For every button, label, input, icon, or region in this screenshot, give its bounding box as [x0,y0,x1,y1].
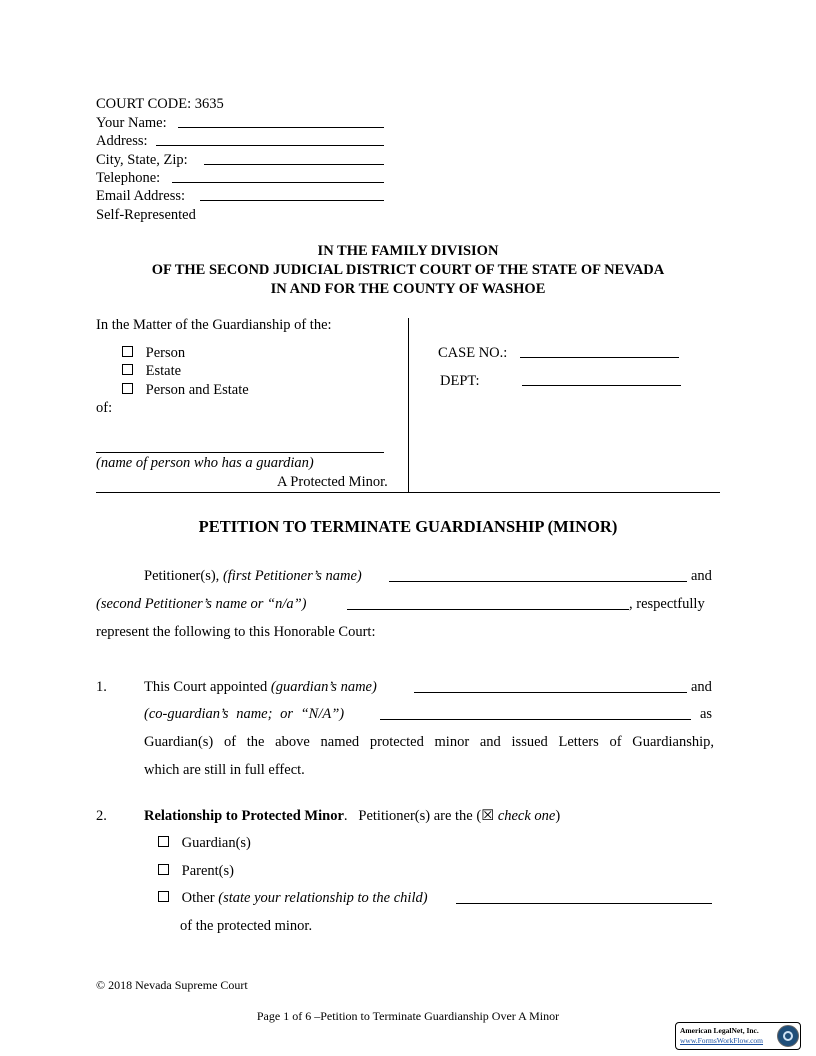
item-1-and: and [691,679,712,695]
estate-label: Estate [145,363,182,379]
email-field[interactable] [200,188,384,201]
logo-line-2: www.FormsWorkFlow.com [680,1036,764,1045]
option-estate[interactable] [122,363,181,380]
coguardian-hint: (co-guardian’s name; or “N/A”) [144,706,345,722]
first-petitioner-hint: (first Petitioner’s name) [222,568,362,584]
american-legalnet-logo [675,1022,801,1050]
person-estate-checkbox[interactable] [122,383,133,394]
address-field[interactable] [156,133,384,146]
item-1-line-3: Guardian(s) of the above named protected minor and issued Letters of Guardianship, [144,734,714,750]
document-title: PETITION TO TERMINATE GUARDIANSHIP (MINOR) [198,517,618,536]
protected-minor-name-field[interactable] [96,441,384,453]
other-checkbox[interactable] [158,891,169,902]
relationship-text: . Petitioner(s) are the ( [343,808,482,824]
second-petitioner-hint: (second Petitioner’s name or “n/a”) [96,596,307,612]
check-close: ) [555,808,561,824]
item-2-number: 2. [96,808,107,824]
dept-label: DEPT: [440,373,480,389]
of-label: of: [96,400,113,416]
item-1-as: as [700,706,713,722]
item-1-line-1 [144,679,377,696]
check-glyph: ☒ [481,808,495,824]
first-petitioner-field[interactable] [389,568,687,582]
caption-divider-horizontal [96,492,720,493]
option-person[interactable] [122,345,185,362]
your-name-row [96,115,167,132]
page-footer: Page 1 of 6 –Petition to Terminate Guardianship Over A Minor [256,1009,560,1023]
estate-checkbox[interactable] [122,364,133,375]
matter-label: In the Matter of the Guardianship of the: [96,317,332,333]
caption-divider-vertical [408,318,409,492]
item-1-number: 1. [96,679,107,695]
copyright: © 2018 Nevada Supreme Court [96,978,248,992]
person-checkbox[interactable] [122,346,133,357]
telephone-row [96,170,160,187]
your-name-label: Your Name: [96,115,167,131]
logo-line-1: American LegalNet, Inc. [680,1026,759,1035]
option-guardians[interactable] [158,835,251,852]
second-petitioner-field[interactable] [347,596,629,610]
intro-line-1 [144,568,362,585]
coguardian-name-field[interactable] [380,706,691,720]
of-protected-minor: of the protected minor. [180,918,313,934]
self-represented: Self-Represented [96,207,196,223]
option-parents[interactable] [158,863,234,880]
guardian-name-hint: (guardian’s name) [270,679,377,695]
name-hint: (name of person who has a guardian) [96,455,314,471]
dept-field[interactable] [522,373,681,386]
option-other[interactable] [158,890,428,907]
telephone-label: Telephone: [96,170,161,186]
city-field[interactable] [204,152,384,165]
address-row [96,133,148,150]
court-code: COURT CODE: 3635 [96,96,224,112]
relationship-heading: Relationship to Protected Minor [144,808,344,824]
city-label: City, State, Zip: [96,152,188,168]
protected-minor-label: A Protected Minor. [277,474,388,490]
respectfully-text: , respectfully [629,596,705,612]
item-1-line-4: which are still in full effect. [144,762,305,778]
other-hint: (state your relationship to the child) [218,890,428,906]
court-line-3: IN AND FOR THE COUNTY OF WASHOE [270,281,546,297]
case-no-label: CASE NO.: [438,345,508,361]
dept-row [440,373,480,390]
city-row [96,152,188,169]
other-relationship-field[interactable] [456,890,712,904]
address-label: Address: [96,133,148,149]
telephone-field[interactable] [172,170,384,183]
guardians-label: Guardian(s) [181,835,251,851]
email-label: Email Address: [96,188,186,204]
case-no-field[interactable] [520,345,679,358]
court-line-1: IN THE FAMILY DIVISION [317,243,499,259]
person-label: Person [145,345,186,361]
case-no-row [438,345,507,362]
court-appointed-text: This Court appointed [144,679,268,695]
guardians-checkbox[interactable] [158,836,169,847]
option-person-estate[interactable] [122,382,249,399]
intro-and-1: and [691,568,712,584]
globe-icon [777,1025,799,1047]
other-label: Other [181,890,215,906]
represent-text: represent the following to this Honorable Court: [96,624,376,640]
check-one-hint: check one [494,808,556,824]
email-row [96,188,185,205]
item-2-line-1 [144,808,560,825]
parents-checkbox[interactable] [158,864,169,875]
court-line-2: OF THE SECOND JUDICIAL DISTRICT COURT OF THE STATE OF NEVADA [151,262,665,278]
petitioner-label: Petitioner(s), [144,568,220,584]
your-name-field[interactable] [178,115,384,128]
guardian-name-field[interactable] [414,679,687,693]
person-estate-label: Person and Estate [145,382,249,398]
parents-label: Parent(s) [181,863,234,879]
